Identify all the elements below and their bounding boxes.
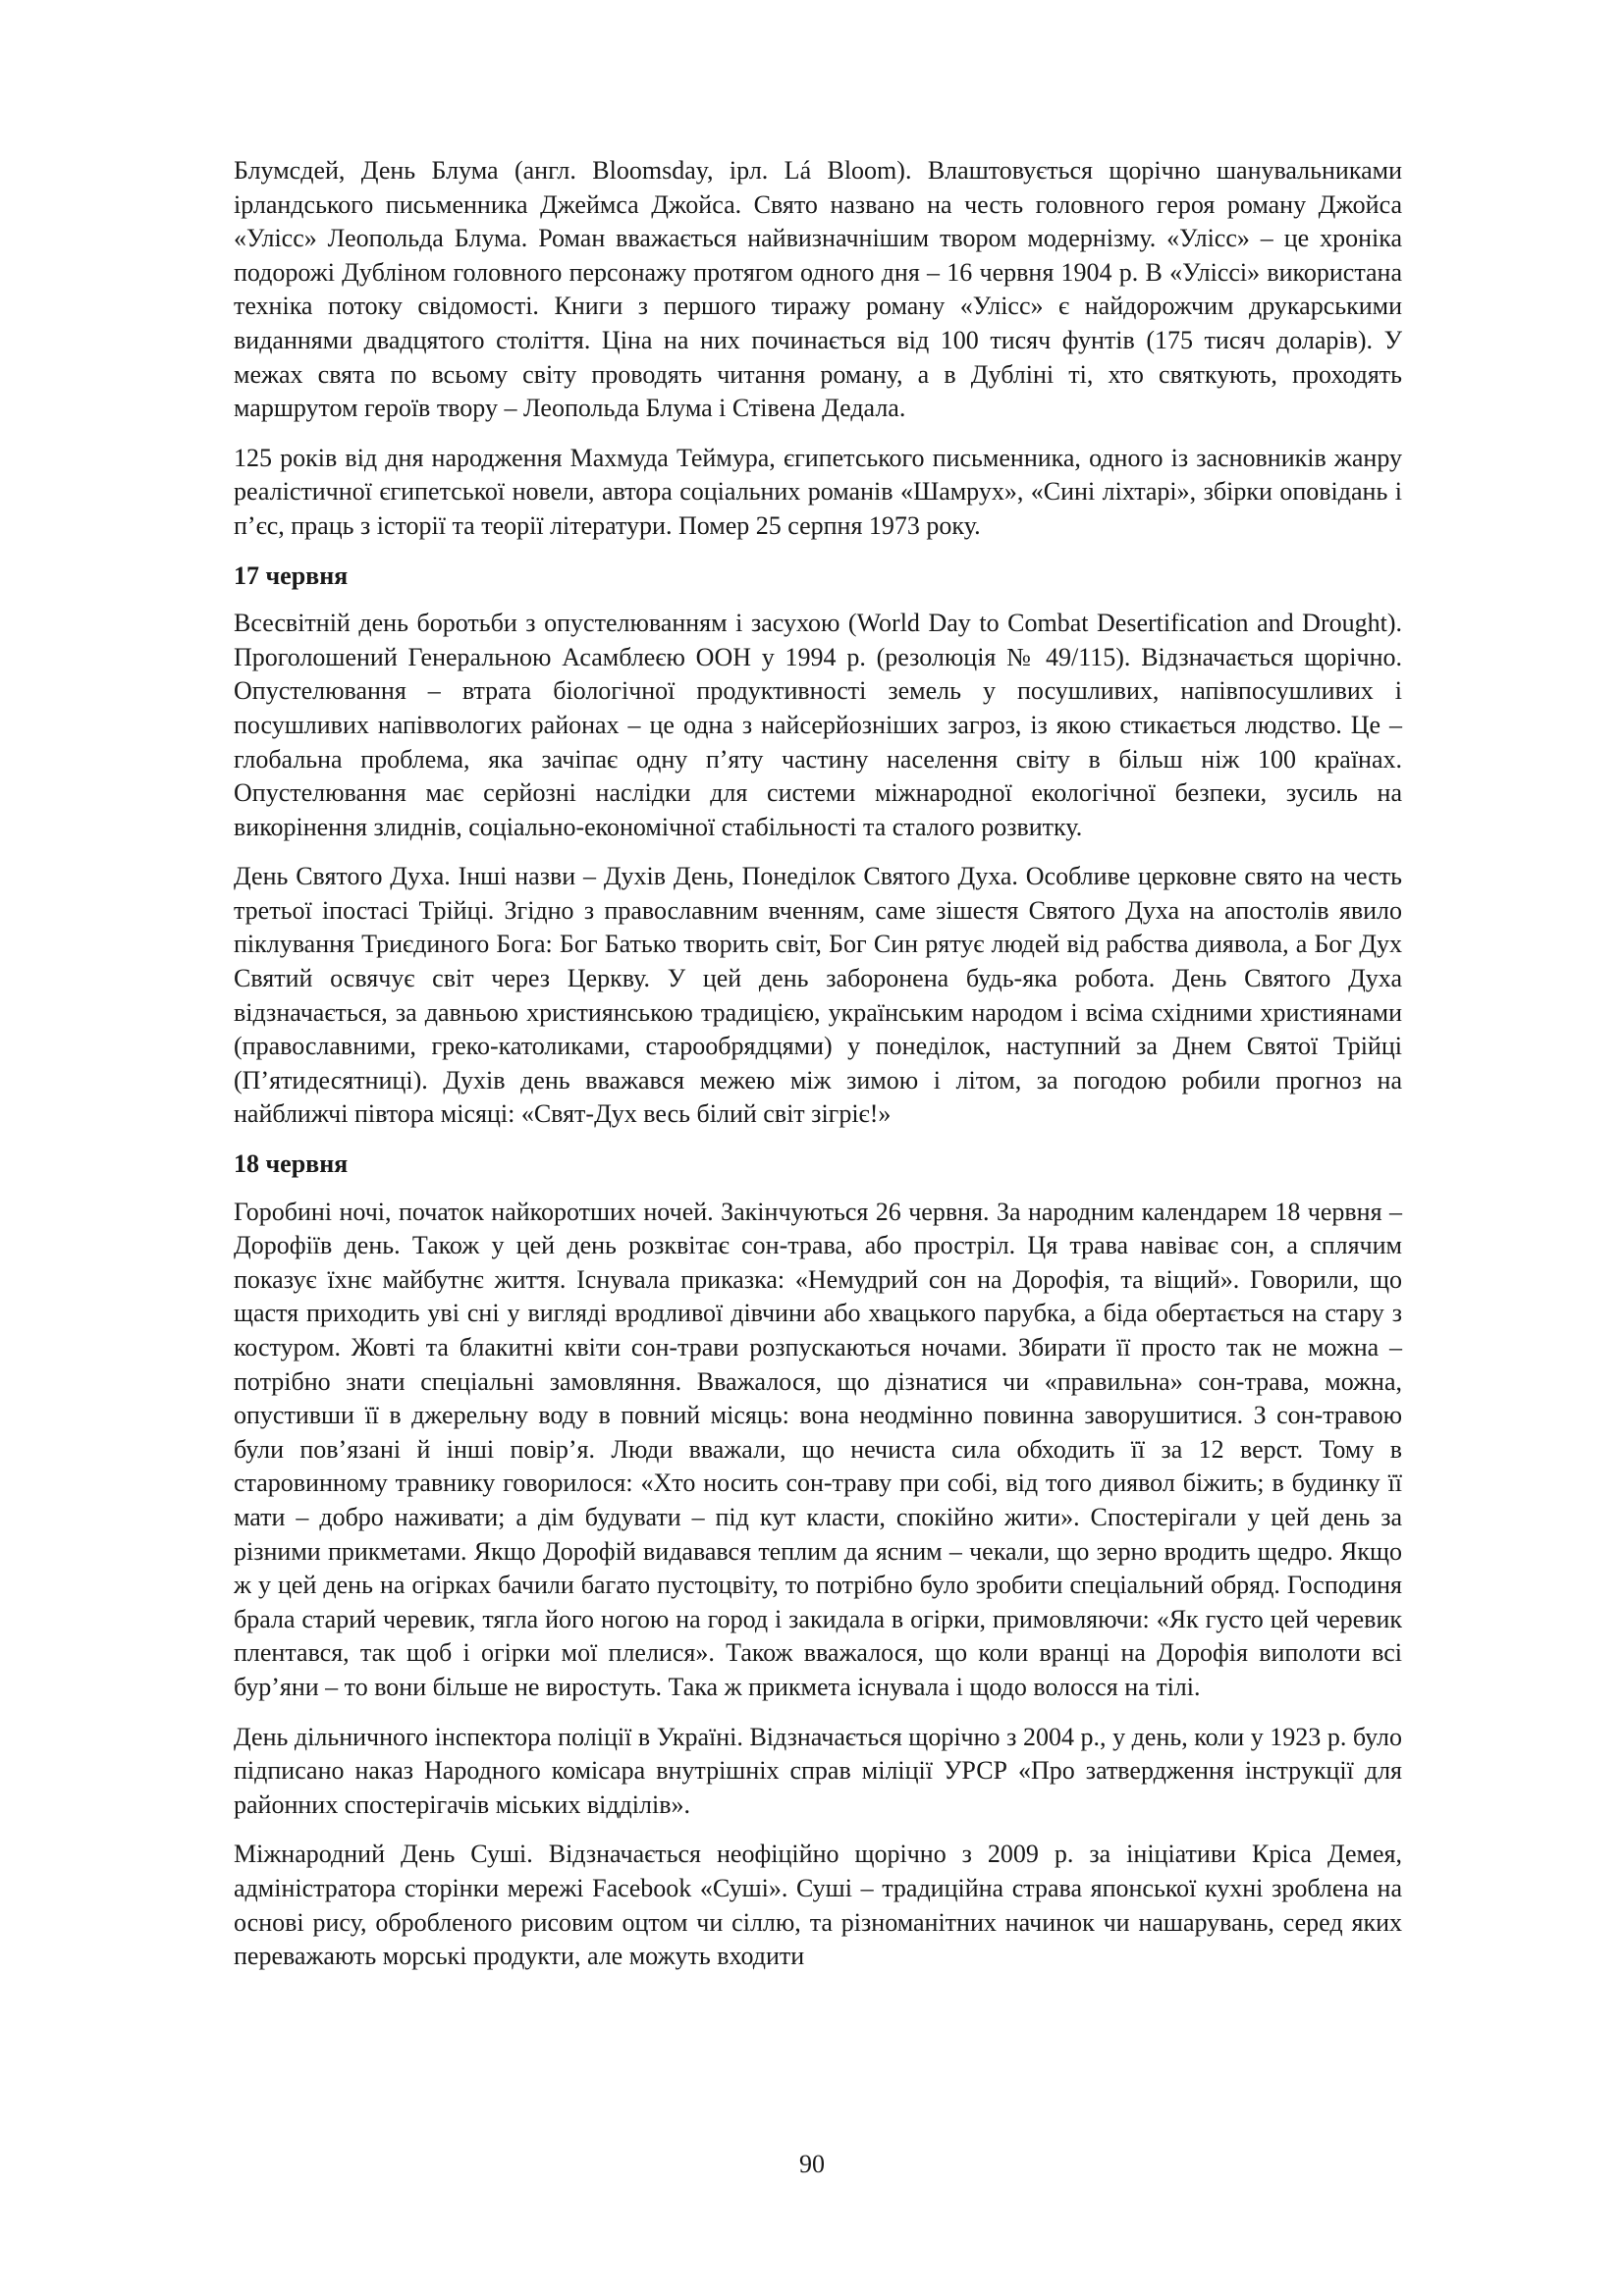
paragraph-bloomsday: Блумсдей, День Блума (англ. Bloomsday, ірл. Lá Bloom). Влаштовується щорічно шанувальниками ірландського письменника Джеймса Джойса. Свято названо на честь головного героя роману Джойса «Улісс» Леопольда Блума. Роман вважається найвизначнішим твором модернізму. «Улісс» – це хроніка подорожі Дубліном головного персонажу протягом одного дня – 16 червня 1904 р. В «Уліссі» використана техніка потоку свідомості. Книги з першого тиражу роману «Улісс» є найдорожчим друкарськими виданнями двадцятого століття. Ціна на них починається від 100 тисяч фунтів (175 тисяч доларів). У межах свята по всьому світу проводять читання роману, а в Дубліні ті, хто святкують, проходять маршрутом героїв твору – Леопольда Блума і Стівена Дедала. <box>234 156 1402 423</box>
paragraph-police-inspector-day: День дільничного інспектора поліції в Україні. Відзначається щорічно з 2004 р., у день, коли у 1923 р. було підписано наказ Народного комісара внутрішніх справ міліції УРСР «Про затвердження інструкції для районних спостерігачів міських відділів». <box>234 1722 1402 1819</box>
paragraph-desertification-day: Всесвітній день боротьби з опустелюванням і засухою (World Day to Combat Desertification and Drought). Проголошений Генеральною Асамблеєю ООН у 1994 р. (резолюція № 49/115). Відзначається щорічно. Опустелювання – втрата біологічної продуктивності земель у посушливих, напівпосушливих і посушливих напіввологих районах – це одна з найсерйозніших загроз, із якою стикається людство. Це – глобальна проблема, яка зачіпає одну п’яту частину населення світу в більш ніж 100 країнах. Опустелювання має серйозні наслідки для системи міжнародної екологічної безпеки, зусиль на викорінення злиднів, соціально-економічної стабільності та сталого розвитку. <box>234 609 1402 841</box>
paragraph-sushi-day: Міжнародний День Суші. Відзначається неофіційно щорічно з 2009 р. за ініціативи Кріса Демея, адміністратора сторінки мережі Facebook «Суші». Суші – традиційна страва японської кухні зроблена на основі рису, обробленого рисовим оцтом чи сіллю, та різноманітних начинок чи нашарувань, серед яких переважають морські продукти, але можуть входити <box>234 1840 1402 1971</box>
date-heading-june-18: 18 червня <box>234 1149 349 1179</box>
date-heading-june-17: 17 червня <box>234 561 349 590</box>
paragraph-sparrow-nights: Горобині ночі, початок найкоротших ночей. Закінчуються 26 червня. За народним календарем 18 червня – Дорофіїв день. Також у цей день розквітає сон-трава, або прострiл. Ця трава навіває сон, а сплячим показує їхнє майбутнє життя. Існувала приказка: «Немудрий сон на Дорофія, та віщий». Говорили, що щастя приходить уві сні у вигляді вродливої дівчини або хвацького парубка, а біда обертається на стару з костуром. Жовті та блакитні квіти сон-трави розпускаються ночами. Збирати її просто так не можна – потрібно знати спеціальні замовляння. Вважалося, що дізнатися чи «правильна» сон-трава, можна, опустивши її в джерельну воду в повний місяць: вона неодмінно повинна заворушитися. З сон-травою були пов’язані й інші повір’я. Люди вважали, що нечиста сила обходить її за 12 верст. Тому в старовинному травнику говорилося: «Хто носить сон-траву при собі, від того диявол біжить; в будинку її мати – добро наживати; а дім будувати – під кут класти, спокійно жити». Спостерігали у цей день за різними прикметами. Якщо Дорофій видавався теплим да ясним – чекали, що зерно вродить щедро. Якщо ж у цей день на огірках бачили багато пустоцвіту, то потрібно було зробити спеціальний обряд. Господиня брала старий черевик, тягла його ногою на город і закидала в огірки, примовляючи: «Як густо цей черевик плентався, так щоб і огірки мої плелися». Також вважалося, що коли вранці на Дорофія виполоти всі бур’яни – то вони більше не виростуть. Така ж прикмета існувала і щодо волосся на тілі. <box>234 1197 1402 1701</box>
document-body <box>234 154 1402 1990</box>
page-number: 90 <box>799 2150 825 2178</box>
paragraph-holy-spirit-day: День Святого Духа. Інші назви – Духів День, Понеділок Святого Духа. Особливе церковне свято на честь третьої іпостасі Трійці. Згідно з православним вченням, саме зішестя Святого Духа на апостолів явило піклування Триєдиного Бога: Бог Батько творить світ, Бог Син рятує людей від рабства диявола, а Бог Дух Святий освячує світ через Церкву. У цей день заборонена будь-яка робота. День Святого Духа відзначається, за давньою християнською традицією, українським народом і всіма східними християнами (православними, греко-католиками, старообрядцями) у понеділок, наступний за Днем Святої Трійці (П’ятидесятниці). Духів день вважався межею між зимою і літом, за погодою робили прогноз на найближчі півтора місяці: «Свят-Дух весь білий світ зігріє!» <box>234 862 1402 1129</box>
paragraph-teymur: 125 років від дня народження Махмуда Теймура, єгипетського письменника, одного із засновників жанру реалістичної єгипетської новели, автора соціальних романів «Шамрух», «Сині ліхтарі», збірки оповідань і п’єс, праць з історії та теорії літератури. Помер 25 серпня 1973 року. <box>234 443 1402 540</box>
